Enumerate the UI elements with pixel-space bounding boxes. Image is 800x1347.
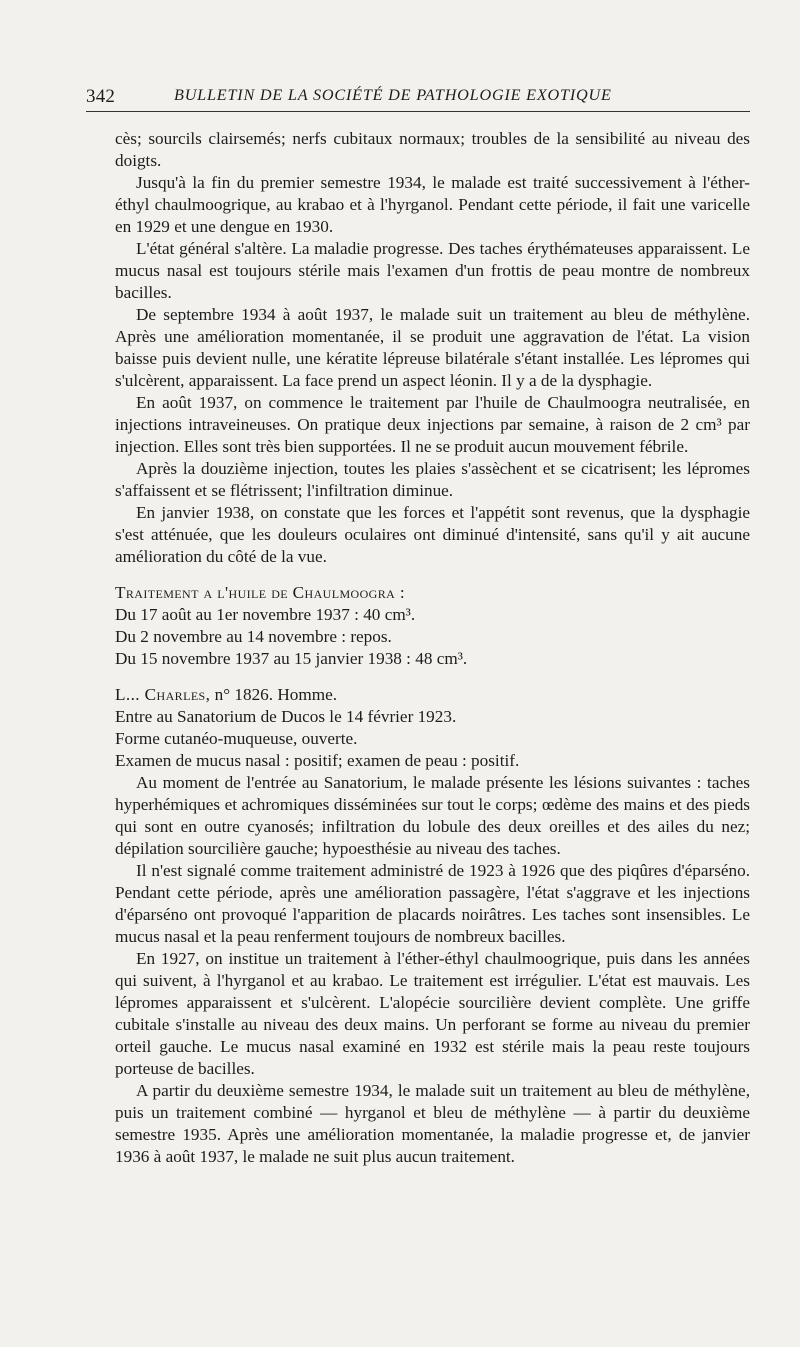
paragraph: En janvier 1938, on constate que les forces et l'appétit sont revenus, que la dysphagie s'est atténuée, que les douleurs oculaires ont diminué d'intensité, sans qu'il y ait aucune amélioration du côté de la vue. (115, 503, 750, 566)
page-header (86, 86, 750, 110)
running-title: BULLETIN DE LA SOCIÉTÉ DE PATHOLOGIE EXOTIQUE (174, 86, 612, 104)
page-number: 342 (86, 86, 116, 107)
case-line: Forme cutanéo-muqueuse, ouverte. (115, 729, 358, 748)
case-heading (115, 684, 750, 706)
header-rule (86, 111, 750, 112)
paragraph: Jusqu'à la fin du premier semestre 1934, le malade est traité successivement à l'éther-éthyl chaulmoogrique, au krabao et à l'hyrganol. Pendant cette période, il fait une varicelle en 1929 et une dengue en 1930. (115, 173, 750, 236)
case-number: n° 1826. Homme. (210, 685, 338, 704)
paragraph: Il n'est signalé comme traitement administré de 1923 à 1926 que des piqûres d'éparséno. Pendant cette période, après une amélioration passagère, l'état s'aggrave et les injections d'éparséno ont provoqué l'apparition de placards noirâtres. Les taches sont insensibles. Le mucus nasal et la peau renferment toujours de nombreux bacilles. (115, 861, 750, 946)
paragraph: A partir du deuxième semestre 1934, le malade suit un traitement au bleu de méthylène, puis un traitement combiné — hyrganol et bleu de méthylène — à partir du deuxième semestre 1935. Après une amélioration momentanée, la maladie progresse et, de janvier 1936 à août 1937, le malade ne suit plus aucun traitement. (115, 1081, 750, 1166)
case-line: Examen de mucus nasal : positif; examen de peau : positif. (115, 751, 520, 770)
paragraph: Après la douzième injection, toutes les plaies s'assèchent et se cicatrisent; les lépromes s'affaissent et se flétrissent; l'infiltration diminue. (115, 459, 750, 500)
case-name: L... Charles, (115, 685, 211, 704)
paragraph: En août 1937, on commence le traitement par l'huile de Chaulmoogra neutralisée, en injections intraveineuses. On pratique deux injections par semaine, à raison de 2 cm³ par injection. Elles sont très bien supportées. Il ne se produit aucun mouvement fébrile. (115, 393, 750, 456)
paragraph: De septembre 1934 à août 1937, le malade suit un traitement au bleu de méthylène. Après une amélioration momentanée, il se produit une aggravation de l'état. La vision baisse puis devient nulle, une kératite lépreuse bilatérale s'étant installée. Les lépromes qui s'ulcèrent, apparaissent. La face prend un aspect léonin. Il y a de la dysphagie. (115, 305, 750, 390)
treatment-section (115, 582, 750, 670)
paragraph: Au moment de l'entrée au Sanatorium, le malade présente les lésions suivantes : taches hyperhémiques et achromiques disséminées sur tout le corps; œdème des mains et des pieds qui sont en outre cyanosés; infiltration du lobule des deux oreilles et des ailes du nez; dépilation sourcilière gauche; hypoesthésie au niveau des taches. (115, 773, 750, 858)
paragraph: En 1927, on institue un traitement à l'éther-éthyl chaulmoogrique, puis dans les années qui suivent, à l'hyrganol et au krabao. Le traitement est irrégulier. L'état est mauvais. Les lépromes apparaissent et s'ulcèrent. L'alopécie sourcilière devient complète. Une griffe cubitale s'installe au niveau des deux mains. Un perforant se forme au niveau du premier orteil gauche. Le mucus nasal examiné en 1932 est stérile mais la peau reste toujours porteuse de bacilles. (115, 949, 750, 1078)
treatment-line: Du 17 août au 1er novembre 1937 : 40 cm³. (115, 605, 416, 624)
paragraph: L'état général s'altère. La maladie progresse. Des taches érythémateuses apparaissent. Le mucus nasal est toujours stérile mais l'examen d'un frottis de peau montre de nombreux bacilles. (115, 239, 750, 302)
treatment-line: Du 15 novembre 1937 au 15 janvier 1938 : 48 cm³. (115, 649, 468, 668)
case-line: Entre au Sanatorium de Ducos le 14 février 1923. (115, 707, 457, 726)
treatment-heading: Traitement a l'huile de Chaulmoogra : (115, 583, 406, 602)
case-section (115, 684, 750, 1168)
article-body (115, 128, 750, 1168)
treatment-line: Du 2 novembre au 14 novembre : repos. (115, 627, 392, 646)
paragraph: cès; sourcils clairsemés; nerfs cubitaux normaux; troubles de la sensibilité au niveau des doigts. (115, 129, 750, 170)
